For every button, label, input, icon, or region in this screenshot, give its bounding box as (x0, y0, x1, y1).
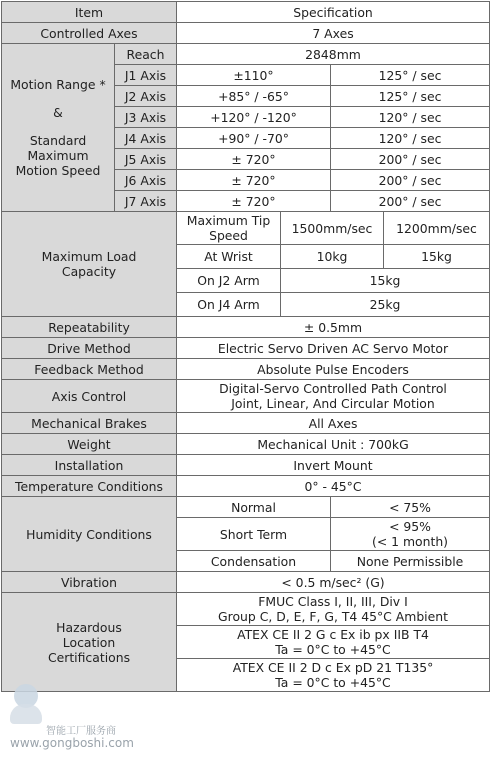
controlled-axes-value: 7 Axes (177, 23, 490, 44)
j2-arm-value: 15kg (281, 269, 490, 293)
table-row (2, 497, 490, 518)
temperature-value: 0° - 45°C (177, 476, 490, 497)
weight-label: Weight (2, 434, 177, 455)
axis-speed: 200° / sec (331, 191, 490, 212)
drive-method-label: Drive Method (2, 338, 177, 359)
axis-range: ± 720° (177, 149, 331, 170)
humidity-condensation-value: None Permissible (331, 551, 490, 572)
humidity-short-value-line-1: < 95% (389, 519, 431, 534)
humidity-normal-label: Normal (177, 497, 331, 518)
humidity-normal-value: < 75% (331, 497, 490, 518)
humidity-short-value (331, 518, 490, 551)
weight-value: Mechanical Unit : 700kG (177, 434, 490, 455)
tip-speed-value-1: 1500mm/sec (281, 212, 384, 245)
axis-range: ± 720° (177, 170, 331, 191)
repeatability-label: Repeatability (2, 317, 177, 338)
hazardous-atex-2-line-2: Ta = 0°C to +45°C (275, 675, 391, 690)
hazardous-fm-line-1: FMUC Class I, II, III, Div I (258, 594, 408, 609)
watermark-url: www.gongboshi.com (10, 736, 134, 750)
axis-range: ± 720° (177, 191, 331, 212)
humidity-short-value-line-2: (< 1 month) (371, 534, 449, 549)
motion-label-line-1: Motion Range * (10, 77, 106, 92)
table-row (2, 455, 490, 476)
table-row (2, 593, 490, 626)
motion-label-line-2: & (53, 105, 63, 120)
specification-table (1, 1, 490, 692)
repeatability-value: ± 0.5mm (177, 317, 490, 338)
axis-speed: 125° / sec (331, 86, 490, 107)
axis-control-line-2: Joint, Linear, And Circular Motion (231, 396, 435, 411)
axis-label: J5 Axis (115, 149, 177, 170)
humidity-short-label: Short Term (177, 518, 331, 551)
axis-speed: 125° / sec (331, 65, 490, 86)
hazardous-fm-line-2: Group C, D, E, F, G, T4 45°C Ambient (218, 609, 448, 624)
axis-speed: 120° / sec (331, 107, 490, 128)
table-row (2, 434, 490, 455)
load-capacity-label: Maximum Load Capacity (2, 212, 177, 317)
controlled-axes-label: Controlled Axes (2, 23, 177, 44)
axis-label: J7 Axis (115, 191, 177, 212)
reach-value: 2848mm (177, 44, 490, 65)
hazardous-fm (177, 593, 490, 626)
humidity-condensation-label: Condensation (177, 551, 331, 572)
j4-arm-label: On J4 Arm (177, 293, 281, 317)
axis-speed: 200° / sec (331, 149, 490, 170)
wrist-label: At Wrist (177, 245, 281, 269)
tip-speed-value-2: 1200mm/sec (384, 212, 490, 245)
table-row (2, 317, 490, 338)
axis-label: J2 Axis (115, 86, 177, 107)
axis-control-label: Axis Control (2, 380, 177, 413)
hazardous-atex-1-line-1: ATEX CE II 2 G c Ex ib px IIB T4 (237, 627, 429, 642)
hazardous-atex-1 (177, 626, 490, 659)
drive-method-value: Electric Servo Driven AC Servo Motor (177, 338, 490, 359)
axis-range: +85° / -65° (177, 86, 331, 107)
motion-group-label (2, 44, 115, 212)
feedback-method-label: Feedback Method (2, 359, 177, 380)
axis-label: J3 Axis (115, 107, 177, 128)
table-row (2, 212, 490, 245)
header-specification: Specification (177, 2, 490, 23)
hazardous-atex-2 (177, 659, 490, 692)
table-row (2, 413, 490, 434)
hazardous-atex-1-line-2: Ta = 0°C to +45°C (275, 642, 391, 657)
temperature-label: Temperature Conditions (2, 476, 177, 497)
mechanical-brakes-value: All Axes (177, 413, 490, 434)
watermark-chinese-text: 智能工厂服务商 (46, 726, 116, 737)
table-row (2, 44, 490, 65)
installation-label: Installation (2, 455, 177, 476)
table-row (2, 380, 490, 413)
humidity-label: Humidity Conditions (2, 497, 177, 572)
tip-speed-label: Maximum Tip Speed (177, 212, 281, 245)
vibration-label: Vibration (2, 572, 177, 593)
mechanical-brakes-label: Mechanical Brakes (2, 413, 177, 434)
axis-range: +120° / -120° (177, 107, 331, 128)
wrist-value-1: 10kg (281, 245, 384, 269)
hazardous-label: Hazardous Location Certifications (2, 593, 177, 692)
wrist-value-2: 15kg (384, 245, 490, 269)
table-row (2, 476, 490, 497)
axis-speed: 200° / sec (331, 170, 490, 191)
table-row (2, 359, 490, 380)
table-header-row (2, 2, 490, 23)
vibration-value: < 0.5 m/sec² (G) (177, 572, 490, 593)
header-item: Item (2, 2, 177, 23)
robot-mascot-body (10, 704, 42, 724)
table-row (2, 23, 490, 44)
axis-label: J6 Axis (115, 170, 177, 191)
axis-control-value (177, 380, 490, 413)
hazardous-atex-2-line-1: ATEX CE II 2 D c Ex pD 21 T135° (232, 660, 434, 675)
j4-arm-value: 25kg (281, 293, 490, 317)
axis-control-line-1: Digital-Servo Controlled Path Control (219, 381, 447, 396)
table-row (2, 572, 490, 593)
j2-arm-label: On J2 Arm (177, 269, 281, 293)
axis-label: J4 Axis (115, 128, 177, 149)
feedback-method-value: Absolute Pulse Encoders (177, 359, 490, 380)
axis-range: ±110° (177, 65, 331, 86)
axis-label: J1 Axis (115, 65, 177, 86)
motion-label-line-3: Standard Maximum Motion Speed (15, 133, 101, 178)
table-row (2, 338, 490, 359)
axis-speed: 120° / sec (331, 128, 490, 149)
reach-label: Reach (115, 44, 177, 65)
installation-value: Invert Mount (177, 455, 490, 476)
axis-range: +90° / -70° (177, 128, 331, 149)
